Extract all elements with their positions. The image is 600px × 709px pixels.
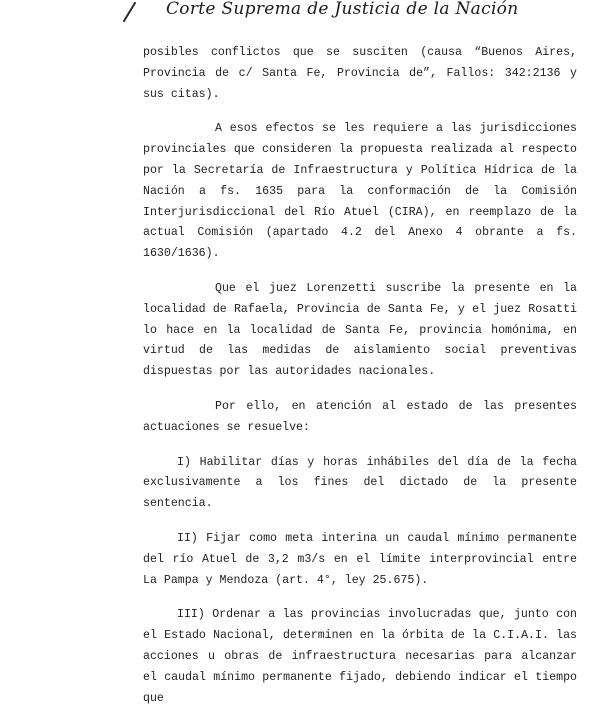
paragraph-point-i: I) Habilitar días y horas inhábiles del día de la fecha exclusivamente a los fines del dictado de la presente sentencia. (143, 455, 577, 511)
paragraph-point-iii: III) Ordenar a las provincias involucradas que, junto con el Estado Nacional, determinen en la órbita de la C.I.A.I. las acciones u obras de infraestructura necesarias para alcanzar el caudal mínimo permanente fijado, debiendo indicar el tiempo que (143, 608, 577, 705)
paragraph-resolution-intro: Por ello, en atención al estado de las presentes actuaciones se resuelve: (143, 399, 577, 434)
court-name: Corte Suprema de Justicia de la Nación (166, 0, 519, 19)
paragraph-citation: posibles conflictos que se susciten (causa “Buenos Aires, Provincia de c/ Santa Fe, Provincia de”, Fallos: 342:2136 y sus citas). (143, 46, 577, 101)
seal-stroke-icon (122, 0, 162, 22)
document-body (143, 43, 577, 709)
paragraph-point-ii: II) Fijar como meta interina un caudal mínimo permanente del río Atuel de 3,2 m3/s en el límite interprovincial entre La Pampa y Mendoza (art. 4°, ley 25.675). (143, 531, 577, 587)
paragraph-judges: Que el juez Lorenzetti suscribe la presente en la localidad de Rafaela, Provincia de Santa Fe, y el juez Rosatti lo hace en la localidad de Santa Fe, provincia homónima, en virtud de las medidas de aislamiento social preventivas dispuestas por las autoridades nacionales. (143, 281, 577, 379)
paragraph-requirement: A esos efectos se les requiere a las jurisdicciones provinciales que consideren la propuesta realizada al respecto por la Secretaría de Infraestructura y Política Hídrica de la Nación a fs. 1635 para la conformación de la Comisión Interjurisdiccional del Río Atuel (CIRA), en reemplazo de la actual Comisión (apartado 4.2 del Anexo 4 obrante a fs. 1630/1636). (143, 122, 577, 261)
